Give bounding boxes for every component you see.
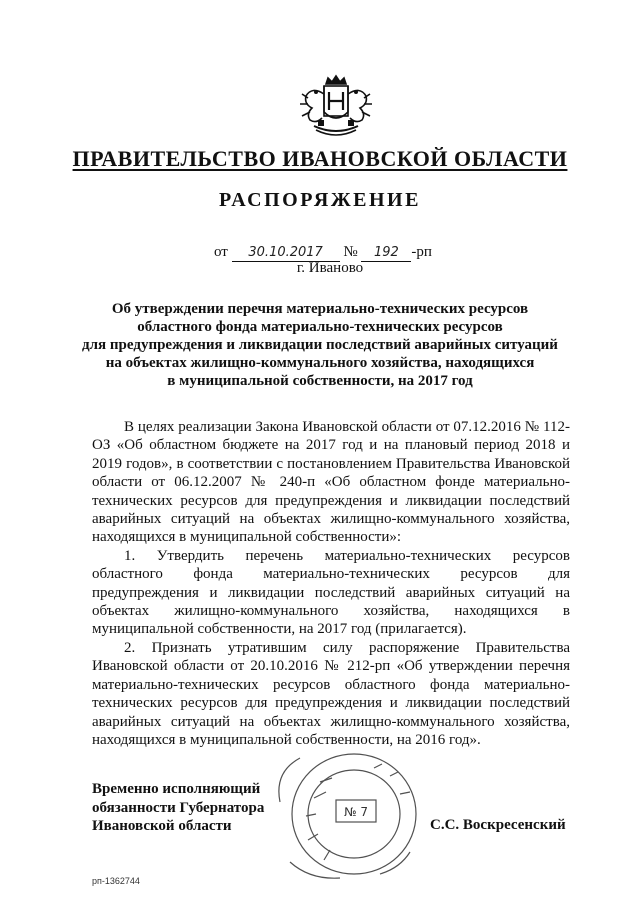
position-line: Временно исполняющий xyxy=(92,781,261,797)
clause-1-paragraph: 1. Утвердить перечень материально-технических ресурсов областного фонда материально-технических ресурсов для предупреждения и ликвидации последствий аварийных ситуаций на объектах жилищно-коммунального хозяйства, находящихся в муниципальной собственности, на 2017 год (прилагается). xyxy=(92,547,570,638)
heading-line: областного фонда материально-технических ресурсов xyxy=(137,319,503,335)
heading-line: на объектах жилищно-коммунального хозяйства, находящихся xyxy=(105,355,535,371)
official-seal-icon xyxy=(270,742,438,884)
government-title: ПРАВИТЕЛЬСТВО ИВАНОВСКОЙ ОБЛАСТИ xyxy=(72,146,568,171)
document-body xyxy=(92,418,570,749)
date-prefix: от xyxy=(214,244,228,260)
number-value: 192 xyxy=(361,245,411,262)
clause-2-paragraph: 2. Признать утратившим силу распоряжение Правительства Ивановской области от 20.10.2016 № 212-рп «Об утверждении перечня материально-технических ресурсов областного фонда материально-технических ресурсов для предупреждения и ликвидации последствий аварийных ситуаций на объектах жилищно-коммунального хозяйства, находящихся в муниципальной собственности, на 2016 год». xyxy=(92,639,570,748)
document-type: РАСПОРЯЖЕНИЕ xyxy=(219,189,421,211)
document-code: рп-1362744 xyxy=(92,876,140,886)
position-line: Ивановской области xyxy=(92,818,232,835)
city: г. Иваново xyxy=(296,260,364,276)
number-suffix: -рп xyxy=(411,244,432,260)
date-value: 30.10.2017 xyxy=(232,245,340,262)
heading-line: Об утверждении перечня материально-технических ресурсов xyxy=(111,301,529,317)
position-line: обязанности Губернатора xyxy=(92,799,265,816)
preamble-paragraph: В целях реализации Закона Ивановской области от 07.12.2016 № 112-ОЗ «Об областном бюджете на 2017 год и на плановый период 2018 и 2019 годов», в соответствии с постановлением Правительства Ивановской области от 06.12.2007 № 240-п «Об областном фонде материально-технических ресурсов для предупреждения и ликвидации последствий аварийных ситуаций на объектах жилищно-коммунального хозяйства, находящихся в муниципальной собственности»: xyxy=(92,419,570,546)
heading-line: для предупреждения и ликвидации последствий аварийных ситуаций xyxy=(82,337,558,353)
number-prefix: № xyxy=(343,244,358,260)
stamp-number: № 7 xyxy=(344,805,368,819)
coat-of-arms-icon xyxy=(296,74,376,140)
document-heading xyxy=(60,300,580,390)
signatory-name: С.С. Воскресенский xyxy=(430,817,566,833)
heading-line: в муниципальной собственности, на 2017 год xyxy=(167,373,473,389)
